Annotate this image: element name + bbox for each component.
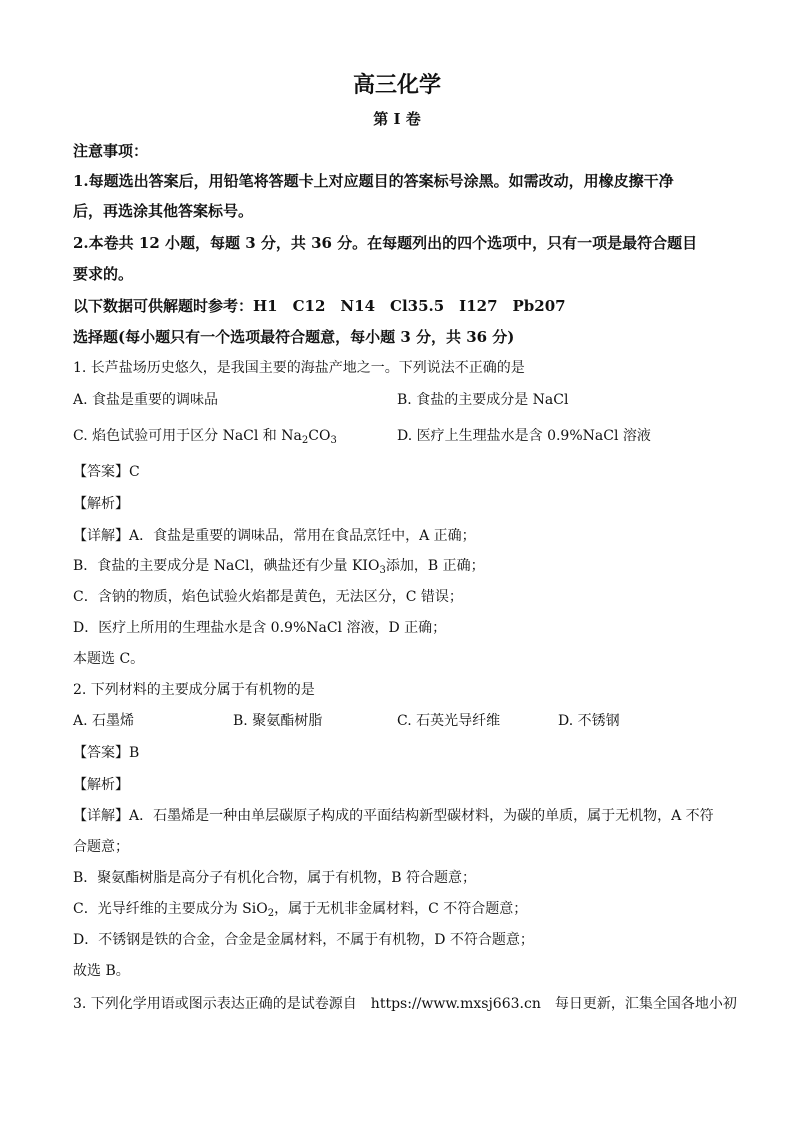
atomic-masses: 以下数据可供解题时参考：H1 C12 N14 Cl35.5 I127 Pb207 <box>73 297 566 315</box>
q3-stem: 3. 下列化学用语或图示表达正确的是试卷源自 https://www.mxsj663.cn 每日更新，汇集全国各地小初 <box>73 996 737 1012</box>
section-heading: 选择题(每小题只有一个选项最符合题意，每小题 3 分，共 36 分) <box>73 328 515 346</box>
q2-detail-d: D．不锈钢是铁的合金，合金是金属材料，不属于有机物，D 不符合题意； <box>73 932 534 948</box>
q2-detail-b: B．聚氨酯树脂是高分子有机化合物，属于有机物，B 符合题意； <box>73 870 477 886</box>
q2-detail-c-text: C．光导纤维的主要成分为 SiO <box>73 901 268 917</box>
q1-option-d: D. 医疗上生理盐水是含 0.9%NaCl 溶液 <box>397 428 651 444</box>
page-subtitle: 第 I 卷 <box>373 110 421 128</box>
q2-answer: 【答案】B <box>73 745 140 761</box>
q1-option-c-mid: CO <box>308 428 331 444</box>
q1-option-c-sub2: 3 <box>330 435 337 446</box>
q1-option-b: B. 食盐的主要成分是 NaCl <box>397 392 569 408</box>
q2-detail-a-line1: 【详解】A．石墨烯是一种由单层碳原子构成的平面结构新型碳材料，为碳的单质，属于无机物，A 不符 <box>73 808 714 824</box>
q2-option-d: D. 不锈钢 <box>558 713 620 729</box>
q2-option-a: A. 石墨烯 <box>73 713 135 729</box>
page-title: 高三化学 <box>352 72 441 98</box>
q2-detail-c-sub: 2 <box>267 908 275 919</box>
q2-detail-a-line2: 合题意； <box>73 839 129 855</box>
q1-detail-c: C．含钠的物质，焰色试验火焰都是黄色，无法区分，C 错误； <box>73 589 463 605</box>
q1-detail-b-text: B．食盐的主要成分是 NaCl，碘盐还有少量 KIO <box>73 558 380 574</box>
q1-answer: 【答案】C <box>73 464 140 480</box>
q1-conclusion: 本题选 C。 <box>73 651 145 667</box>
q1-analysis: 【解析】 <box>73 496 129 512</box>
q1-detail-b-suffix: 添加，B 正确； <box>385 558 485 574</box>
q1-option-c <box>73 426 337 451</box>
note2-line1: 2.本卷共 12 小题，每题 3 分，共 36 分。在每题列出的四个选项中，只有一项是最符合题目 <box>73 234 698 252</box>
q1-stem: 1. 长芦盐场历史悠久，是我国主要的海盐产地之一。下列说法不正确的是 <box>73 360 525 376</box>
q1-detail-b-sub: 3 <box>379 565 386 576</box>
q1-option-c-sub1: 2 <box>301 435 309 446</box>
q2-conclusion: 故选 B。 <box>73 963 130 979</box>
q2-option-c: C. 石英光导纤维 <box>397 713 501 729</box>
q1-option-c-text: C. 焰色试验可用于区分 NaCl 和 Na <box>73 428 302 444</box>
q2-option-b: B. 聚氨酯树脂 <box>233 713 323 729</box>
q1-detail-d: D．医疗上所用的生理盐水是含 0.9%NaCl 溶液，D 正确； <box>73 620 447 636</box>
q1-detail-b <box>73 556 485 581</box>
note2-line2: 要求的。 <box>73 265 134 283</box>
notes-heading: 注意事项： <box>73 142 149 160</box>
q2-detail-c <box>73 899 527 924</box>
note1-line2: 后，再选涂其他答案标号。 <box>73 202 254 220</box>
q1-detail-a: 【详解】A．食盐是重要的调味品，常用在食品烹饪中，A 正确； <box>73 528 476 544</box>
note1-line1: 1.每题选出答案后，用铅笔将答题卡上对应题目的答案标号涂黑。如需改动，用橡皮擦干净 <box>73 172 674 190</box>
q2-detail-c-suffix: ，属于无机非金属材料，C 不符合题意； <box>274 901 528 917</box>
q1-option-a: A. 食盐是重要的调味品 <box>73 392 219 408</box>
q2-analysis: 【解析】 <box>73 777 129 793</box>
q2-stem: 2. 下列材料的主要成分属于有机物的是 <box>73 682 315 698</box>
